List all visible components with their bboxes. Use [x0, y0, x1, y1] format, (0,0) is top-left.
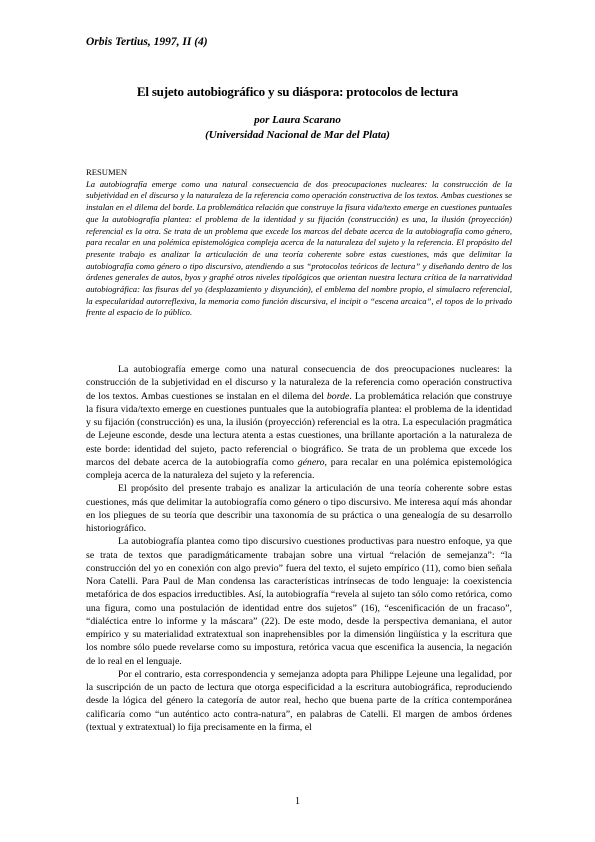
emphasis-term: género — [297, 456, 325, 468]
abstract — [86, 167, 512, 319]
article-body — [86, 363, 512, 734]
abstract-text: La autobiografía emerge como una natural consecuencia de dos preocupaciones nucleares: la construcción de la subjetividad en el discurso y la naturaleza de la referencia como operación constructiva de los textos. Ambas cuestiones se instalan en el dilema del borde. La problemática relación que construye la fisura vida/texto emerge en cuestiones puntuales que la autobiografía plantea: el problema de la identidad y su fijación (construcción) es una, la ilusión (proyección) referencial es la otra. Se trata de un problema que excede los marcos del debate acerca de la autobiografía como género, para recalar en una polémica epistemológica compleja acerca de la naturaleza del sujeto y la referencia. El propósito del presente trabajo es analizar la articulación de una teoría coherente sobre estas cuestiones, más que delimitar la autobiografía como género o tipo discursivo, atendiendo a sus “protocolos teóricos de lectura” y diseñando dentro de los órdenes generales de autos, byos y graphé otros niveles tipológicos que orientan nuestra lectura crítica de la narratividad autobiográfica: las fisuras del yo (desplazamiento y disyunción), el emblema del nombre propio, el simulacro referencial, la especularidad autorreflexiva, la memoria como función discursiva, el incipit o “escena arcaica”, el topos de lo privado frente al espacio de lo público. — [86, 178, 512, 318]
body-paragraph-4: Por el contrario, esta correspondencia y semejanza adopta para Philippe Lejeune una legalidad, por la suscripción de un pacto de lectura que otorga especificidad a la escritura autobiográfica, reproduciendo desde la lógica del género la categoría de autor real, hecho que buena parte de la crítica contemporánea calificaría como “un auténtico acto contra-natura”, en palabras de Catelli. El margen de ambos órdenes (textual y extratextual) lo fija precisamente en la firma, el — [86, 668, 512, 733]
body-paragraph-1 — [86, 363, 512, 482]
emphasis-term: borde — [326, 390, 350, 402]
author-name: por Laura Scarano — [254, 114, 341, 126]
journal-header: Orbis Tertius, 1997, II (4) — [86, 36, 208, 48]
abstract-heading: RESUMEN — [86, 167, 128, 177]
byline — [0, 113, 595, 143]
paragraph-text: La autobiografía emerge como una natural consecuencia de dos preocupaciones nucleares: la construcción de la subjetividad en el discurso y la naturaleza de la referencia como operación constructiva de los textos. Ambas cuestiones se instalan en el dilema del — [86, 364, 512, 402]
author-affiliation: (Universidad Nacional de Mar del Plata) — [205, 129, 390, 141]
paragraph-text: . La problemática relación que construye la fisura vida/texto emerge en cuestiones puntuales que la autobiografía plantea: el problema de la identidad y su fijación (construcción) es una, la ilusión (proyección) referencial es la otra. La especulación pragmática de Lejeune esconde, desde una lectura atenta a estas cuestiones, una brillante aportación a la naturaleza de este borde: identidad del sujeto, pacto referencial o biográfico. Se trata de un problema que excede los marcos del debate acerca de la autobiografía como — [86, 390, 512, 468]
page-number: 1 — [295, 796, 300, 807]
body-paragraph-2: El propósito del presente trabajo es analizar la articulación de una teoría coherente sobre estas cuestiones, más que delimitar la autobiografía como género o tipo discursivo. Me interesa aquí más ahondar en los pliegues de su teoría que describir una taxonomía de su práctica o una genealogía de su desarrollo historiográfico. — [86, 483, 512, 534]
body-paragraph-3: La autobiografía plantea como tipo discursivo cuestiones productivas para nuestro enfoque, ya que se trata de textos que paradigmáticamente trabajan sobre una virtual “relación de semejanza”: “la construcción del yo en conexión con algo previo” fuera del texto, el sujeto empírico (11), como bien señala Nora Catelli. Para Paul de Man condensa las características intrínsecas de todo lenguaje: la coexistencia metafórica de dos espacios irreductibles. Así, la autobiografía “revela al sujeto tan sólo como retórica, como una figura, como una postulación de identidad entre dos sujetos” (16), “escenificación de un fracaso”, “dialéctica entre lo informe y la máscara” (22). De este modo, desde la perspectiva demaniana, el autor empírico y su materialidad extratextual son inaprehensibles por la dimensión lingüística y la escritura que los nombre sólo puede revelarse como su impostura, retórica vacua que escenifica la ausencia, la negación de lo real en el lenguaje. — [86, 536, 512, 667]
paragraph-text: , para recalar en una polémica epistemológica compleja acerca de la naturaleza del sujeto y la referencia. — [86, 456, 512, 481]
article-title: El sujeto autobiográfico y su diáspora: protocolos de lectura — [136, 84, 459, 99]
